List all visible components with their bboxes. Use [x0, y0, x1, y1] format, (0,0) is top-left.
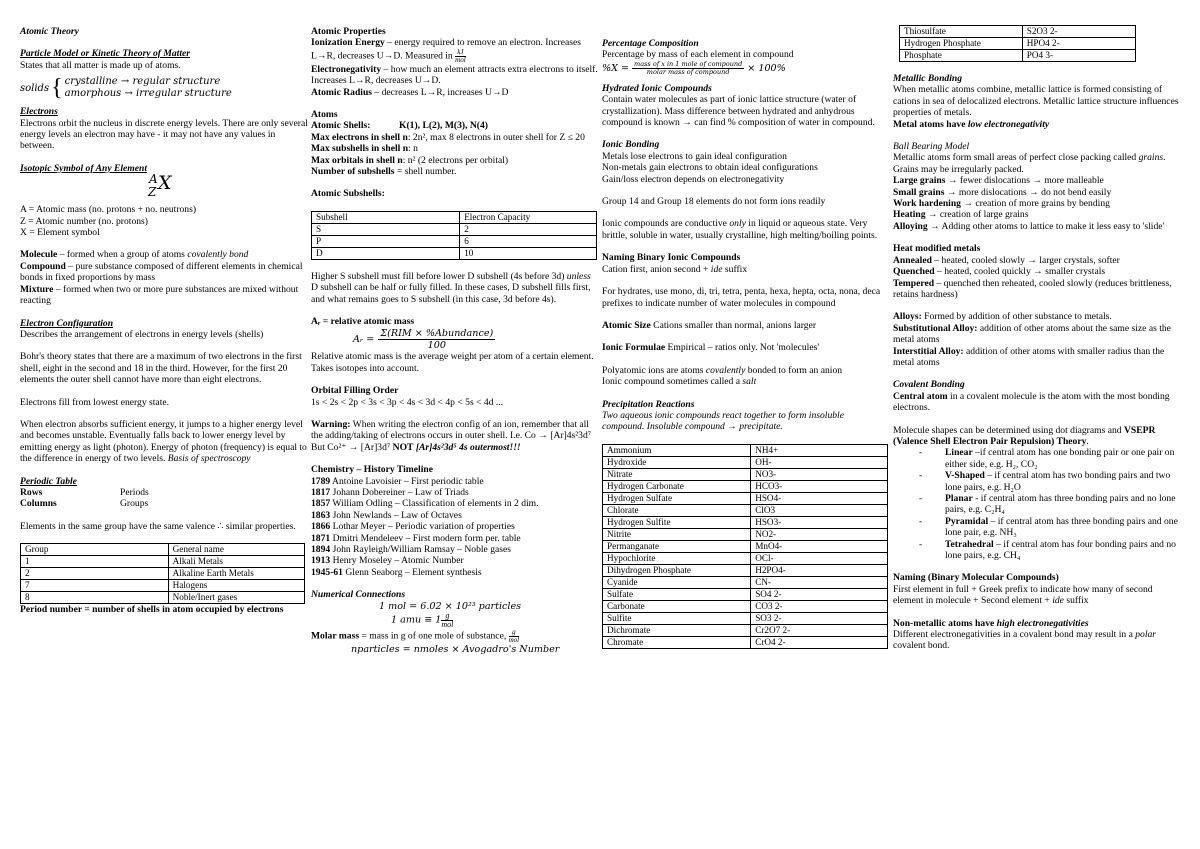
work-hardening: Work hardening → creation of more grains by bending — [893, 198, 1110, 210]
molecule-def: Molecule – formed when a group of atoms covalently bond — [20, 249, 249, 261]
warning-but: But Co²⁺ → [Ar]3d⁷ NOT [Ar]4s²3d⁵ 4s outermost!!! — [311, 441, 521, 453]
timeline-item: 1817 Johann Dobereiner – Law of Triads — [311, 486, 469, 498]
table-cell: H2PO4- — [751, 564, 888, 576]
conductive-text: Ionic compounds are conductive only in liquid or aqueous state. Very brittle, soluble in water, usually crystalline, high melting/boiling points. — [602, 218, 878, 241]
table-cell: Hydrogen Phosphate — [900, 38, 1023, 50]
subshell-table — [311, 211, 597, 260]
table-cell: Hydrogen Sulfate — [603, 492, 751, 504]
table-cell: 7 — [21, 580, 169, 592]
metallic-low-eneg: Metal atoms have low electronegativity — [893, 118, 1050, 130]
period-number-text: Period number = number of shells in atom occupied by electrons — [20, 604, 284, 616]
table-cell: SO4 2- — [751, 588, 888, 600]
table-cell: Dihydrogen Phosphate — [603, 564, 751, 576]
relative-atomic-mass-text: Relative atomic mass is the average weight per atom of a certain element. Takes isotopes into account. — [311, 351, 594, 374]
table-cell: Halogens — [168, 580, 304, 592]
group-table — [20, 543, 305, 604]
table-cell: Carbonate — [603, 600, 751, 612]
table-row — [603, 456, 888, 468]
table-cell: Noble/Inert gases — [168, 592, 304, 604]
list-item: - Planar - if central atom has three bonding pairs and no lone pairs, e.g. C₂H₄ — [893, 493, 1181, 516]
naming-ionic-text: Cation first, anion second + ide suffix — [602, 263, 748, 275]
table-cell: SO3 2- — [751, 612, 888, 624]
table-cell: Phosphate — [900, 50, 1023, 62]
table-row — [21, 568, 305, 580]
table-cell: MnO4- — [751, 540, 888, 552]
table-cell: Sulfite — [603, 612, 751, 624]
absorb-text: When electron absorbs sufficient energy, it jumps to a higher energy level and becomes unstable. Eventually falls back to lower energy level by emitting energy as light (photon). Energy of photon (frequency) is equal to the difference in energy of two levels. Basis of spectroscopy — [20, 418, 307, 465]
table-cell: Hydrogen Carbonate — [603, 480, 751, 492]
ionization-energy: Ionization Energy – energy required to remove an electron. Increases L→R, decreases U→D. Measured in kJ mol — [311, 37, 581, 64]
table-row — [900, 50, 1136, 62]
table-cell: NO3- — [751, 468, 888, 480]
bohr-text: Bohr's theory states that there are a maximum of two electrons in the first shell, eight in the second and 18 in the third. However, for the first 20 elements the outer shell cannot have more than eight electrons. — [20, 351, 302, 386]
table-row — [312, 235, 597, 247]
ionic-line-1: Metals lose electrons to gain ideal configuration — [602, 150, 787, 162]
table-row — [603, 480, 888, 492]
heading-percentage-composition: Percentage Composition — [602, 38, 699, 49]
alloys: Alloys: Formed by addition of other substance to metals. — [893, 311, 1112, 323]
molar-mass: Molar mass = mass in g of one mole of substance, g mol — [311, 628, 520, 645]
electrons-text: Electrons orbit the nucleus in discrete energy levels. There are only several energy levels an electron may have - it may not have any values in between. — [20, 117, 308, 152]
percentage-formula: %X = mass of x in 1 mole of compound molar mass of compound × 100% — [602, 59, 786, 77]
timeline-item: 1789 Antoine Lavoisier – First periodic table — [311, 475, 484, 487]
heading-electron-config: Electron Configuration — [20, 317, 114, 329]
table-row — [603, 504, 888, 516]
naming-molecular-text: First element in full + Greek prefix to indicate how many of second element in molecule + Second element + ide suffix — [893, 583, 1153, 607]
avogadro-equation: nparticles = nmoles × Avogadro's Number — [351, 644, 560, 656]
orbital-order-text: 1s < 2s < 2p < 3s < 3p < 4s < 3d < 4p < 5s < 4d ... — [311, 396, 504, 408]
heading-ionic-bonding: Ionic Bonding — [602, 139, 660, 151]
hydrated-text: Contain water molecules as part of ionic lattice structure (water of crystallization). Mass difference between hydrated and anhydrous compound is known → can find % composition of water in compound. — [602, 94, 875, 129]
small-grains: Small grains → more dislocations → do not bend easily — [893, 186, 1112, 198]
atomic-shells: Atomic Shells: K(1), L(2), M(3), N(4) — [311, 120, 488, 132]
def-atomic-mass: A = Atomic mass (no. protons + no. neutrons) — [20, 204, 197, 216]
column-2 — [311, 26, 600, 655]
table-cell: Nitrite — [603, 528, 751, 540]
table-row — [21, 580, 305, 592]
table-row — [603, 528, 888, 540]
timeline-item: 1913 Henry Moseley – Atomic Number — [311, 555, 464, 567]
table-cell: CrO4 2- — [751, 636, 888, 648]
salt-text: Ionic compound sometimes called a salt — [602, 376, 757, 388]
heading-electrons: Electrons — [20, 106, 58, 118]
table-row — [603, 576, 888, 588]
fill-text: Electrons fill from lowest energy state. — [20, 396, 170, 408]
config-text: Describes the arrangement of electrons in energy levels (shells) — [20, 328, 264, 340]
table-cell: Alkaline Earth Metals — [168, 568, 304, 580]
section-title-atomic-theory: Atomic Theory — [20, 26, 79, 37]
table-cell: Hydrogen Sulfite — [603, 516, 751, 528]
list-item: - Tetrahedral – if central atom has four bonding pairs and no lone pairs, e.g. CH₄ — [893, 539, 1181, 562]
table-row — [603, 624, 888, 636]
atomic-radius: Atomic Radius – decreases L→R, increases U→D — [311, 86, 509, 98]
heading-heat-modified: Heat modified metals — [893, 243, 981, 255]
heading-history-timeline: Chemistry – History Timeline — [311, 464, 433, 476]
timeline-list — [311, 476, 600, 579]
timeline-item: 1871 Dmitri Mendeleev – First modern form per. table — [311, 532, 521, 544]
table-cell: Permanganate — [603, 540, 751, 552]
table-cell: 2 — [21, 568, 169, 580]
table-cell: HPO4 2- — [1022, 38, 1135, 50]
column-1 — [20, 26, 308, 616]
table-row — [312, 247, 597, 259]
heading-precipitation: Precipitation Reactions — [602, 398, 695, 410]
percentage-text: Percentage by mass of each element in compound — [602, 49, 794, 61]
heading-atoms: Atoms — [311, 109, 338, 121]
table-cell: S2O3 2- — [1022, 26, 1135, 38]
non-metallic-heading: Non-metallic atoms have high electronegativities — [893, 617, 1089, 629]
substitutional-alloy: Substitutional Alloy: addition of other atoms about the same size as the metal atoms — [893, 322, 1171, 346]
table-row — [603, 516, 888, 528]
polyatomic-text: Polyatomic ions are atoms covalently bonded to form an anion — [602, 364, 843, 376]
timeline-item: 1866 Lothar Meyer – Periodic variation of properties — [311, 521, 515, 533]
table-row — [603, 564, 888, 576]
table-row — [900, 26, 1136, 38]
electronegativity: Electronegativity – how much an element attracts extra electrons to itself. Increases L→R, decreases U→D. — [311, 63, 598, 87]
particle-model-text: States that all matter is made up of atoms. — [20, 59, 181, 71]
table-cell: NO2- — [751, 528, 888, 540]
warning-text: Warning: When writing the electron config of an ion, remember that all the adding/taking of electrons occurs in outer shell. I.e. Co → [Ar]4s²3d⁷ — [311, 418, 592, 442]
heading-metallic-bonding: Metallic Bonding — [893, 73, 963, 84]
timeline-item: 1894 John Rayleigh/William Ramsay – Noble gases — [311, 544, 511, 555]
table-row — [312, 223, 597, 235]
table-cell: Ammonium — [603, 444, 751, 456]
table-row — [603, 492, 888, 504]
table-cell: HSO3- — [751, 516, 888, 528]
heading-naming-molecular: Naming (Binary Molecular Compounds) — [893, 572, 1059, 584]
polyatomic-ion-table — [602, 444, 888, 649]
table-cell: Chlorate — [603, 504, 751, 516]
table-cell: Chromate — [603, 636, 751, 648]
table-row — [603, 468, 888, 480]
table-cell: CO3 2- — [751, 600, 888, 612]
heading-orbital-order: Orbital Filling Order — [311, 385, 399, 397]
timeline-item: 1945-61 Glenn Seaborg – Element synthesis — [311, 566, 482, 578]
table-cell: 8 — [21, 592, 169, 604]
molecule-shapes-list — [893, 447, 1181, 561]
table-cell: OH- — [751, 456, 888, 468]
table-cell: Dichromate — [603, 624, 751, 636]
table-cell: NH4+ — [751, 444, 888, 456]
table-cell: Nitrate — [603, 468, 751, 480]
table-cell: General name — [168, 544, 304, 556]
amu-equation: 1 amu ≡ 1 g mol — [391, 611, 454, 630]
column-3 — [602, 38, 888, 649]
alloying: Alloying → Adding other atoms to lattice to make it less easy to 'slide' — [893, 220, 1165, 232]
def-element-symbol: X = Element symbol — [20, 227, 100, 239]
polyatomic-ion-table-2 — [899, 25, 1136, 62]
mixture-def: Mixture – formed when two or more pure substances are mixed without reacting — [20, 283, 299, 307]
solids-crystalline: crystalline → regular structure — [64, 76, 221, 88]
list-item: - Pyramidal – if central atom has three bonding pairs and one lone pair, e.g. NH₃ — [893, 516, 1181, 539]
table-cell: 6 — [460, 235, 597, 247]
table-cell: HSO4- — [751, 492, 888, 504]
heading-numerical-connections: Numerical Connections — [311, 589, 406, 601]
table-row — [603, 636, 888, 648]
vsepr-text: Molecule shapes can be determined using dot diagrams and VSEPR (Valence Shell Electron Pair Repulsion) Theory. — [893, 424, 1156, 447]
table-cell: Alkali Metals — [168, 556, 304, 568]
compound-def: Compound – pure substance composed of different elements in chemical bonds in fixed proportions by mass — [20, 260, 303, 284]
ar-formula: Aᵣ = Σ(RIM × %Abundance) 100 — [353, 327, 494, 351]
table-row — [603, 600, 888, 612]
ionic-formulae-text: Ionic Formulae Empirical – ratios only. Not 'molecules' — [602, 342, 820, 354]
table-cell: Cr2O7 2- — [751, 624, 888, 636]
heating: Heating → creation of large grains — [893, 209, 1029, 221]
higher-s-text: Higher S subshell must fill before lower D subshell (4s before 3d) unless D subshell can be half or fully filled. In these cases, D subshell fills first, and what remains goes to S subshell (in this case, 3d before 4s). — [311, 270, 591, 305]
table-row — [21, 556, 305, 568]
non-metallic-text: Different electronegativities in a covalent bond may result in a polar covalent bond. — [893, 629, 1157, 652]
table-cell: 2 — [460, 223, 597, 235]
table-cell: Thiosulfate — [900, 26, 1023, 38]
table-cell: HCO3- — [751, 480, 888, 492]
table-cell: S — [312, 223, 460, 235]
table-cell: CN- — [751, 576, 888, 588]
heading-ball-bearing: Ball Bearing Model — [893, 141, 970, 153]
relative-atomic-mass-heading: Aᵣ = relative atomic mass — [311, 316, 415, 328]
table-cell: Hydroxide — [603, 456, 751, 468]
max-electrons: Max electrons in shell n: 2n², max 8 electrons in outer shell for Z ≤ 20 — [311, 131, 585, 143]
table-cell: Group — [21, 544, 169, 556]
table-row — [603, 540, 888, 552]
timeline-item: 1857 William Odling – Classification of elements in 2 dim. — [311, 498, 539, 510]
table-cell: Sulfate — [603, 588, 751, 600]
rows-periods: Rows Periods — [20, 486, 149, 498]
table-cell: Hypochlorite — [603, 552, 751, 564]
table-cell: ClO3 — [751, 504, 888, 516]
heading-naming-ionic: Naming Binary Ionic Compounds — [602, 252, 741, 264]
large-grains: Large grains → fewer dislocations → more malleable — [893, 175, 1104, 187]
heading-atomic-subshells: Atomic Subshells: — [311, 188, 385, 200]
table-cell: PO4 3- — [1022, 50, 1135, 62]
group-14-text: Group 14 and Group 18 elements do not form ions readily — [602, 196, 826, 208]
heading-particle-model: Particle Model or Kinetic Theory of Matter — [20, 48, 191, 60]
def-atomic-number: Z = Atomic number (no. protons) — [20, 215, 148, 227]
atomic-size-text: Atomic Size Cations smaller than normal, anions larger — [602, 319, 817, 331]
timeline-item: 1863 John Newlands – Law of Octaves — [311, 509, 462, 521]
heading-atomic-properties: Atomic Properties — [311, 26, 386, 37]
ionic-line-2: Non-metals gain electrons to obtain ideal configurations — [602, 162, 818, 174]
quenched: Quenched – heated, cooled quickly → smaller crystals — [893, 266, 1106, 278]
table-cell: Cyanide — [603, 576, 751, 588]
valence-text: Elements in the same group have the same valence ∴ similar properties. — [20, 520, 296, 532]
max-orbitals: Max orbitals in shell n: n² (2 electrons per orbital) — [311, 154, 509, 166]
table-cell: D — [312, 247, 460, 259]
solids-amorphous: amorphous → irregular structure — [64, 88, 232, 100]
table-row — [900, 38, 1136, 50]
columns-groups: Columns Groups — [20, 498, 149, 510]
table-row — [312, 211, 597, 223]
table-cell: OCl- — [751, 552, 888, 564]
column-4 — [893, 25, 1181, 652]
table-row — [603, 444, 888, 456]
table-cell: P — [312, 235, 460, 247]
central-atom-text: Central atom in a covalent molecule is the atom with the most bonding electrons. — [893, 390, 1170, 414]
list-item: - V-Shaped – if central atom has two bonding pairs and two lone pairs, e.g. H₂O — [893, 470, 1181, 493]
heading-hydrated: Hydrated Ionic Compounds — [602, 82, 712, 94]
annealed: Annealed – heated, cooled slowly → larger crystals, softer — [893, 254, 1120, 266]
ionic-line-3: Gain/loss electron depends on electronegativity — [602, 173, 785, 185]
table-cell: 10 — [460, 247, 597, 259]
number-subshells: Number of subshells = shell number. — [311, 166, 457, 178]
ball-bearing-text: Metallic atoms form small areas of perfect close packing called grains. Grains may be irregularly packed. — [893, 152, 1166, 175]
heading-isotopic-symbol: Isotopic Symbol of Any Element — [20, 162, 148, 174]
precipitation-text: Two aqueous ionic compounds react together to form insoluble compound. Insoluble compound → precipitate. — [602, 409, 844, 433]
heading-covalent-bonding: Covalent Bonding — [893, 379, 965, 391]
table-row — [21, 544, 305, 556]
isotopic-symbol: A Z X — [148, 172, 172, 200]
table-row — [21, 592, 305, 604]
hydrates-text: For hydrates, use mono, di, tri, tetra, penta, hexa, hepta, octa, nona, deca prefixes to indicate number of water molecules in compound — [602, 286, 881, 309]
table-row — [603, 612, 888, 624]
table-cell: Electron Capacity — [460, 211, 597, 223]
table-cell: Subshell — [312, 211, 460, 223]
metallic-text: When metallic atoms combine, metallic lattice is formed consisting of cations in sea of delocalized electrons. Metallic lattice structure influences properties of metals. — [893, 84, 1179, 119]
tempered: Tempered – quenched then reheated, cooled slowly (reduces brittleness, retains hardness) — [893, 277, 1172, 300]
table-row — [603, 588, 888, 600]
mole-equation: 1 mol = 6.02 × 10²³ particles — [379, 600, 522, 612]
heading-periodic-table: Periodic Table — [20, 475, 77, 487]
table-cell: 1 — [21, 556, 169, 568]
list-item: - Linear –if central atom has one bonding pair or one pair on either side, e.g. H₂, CO₂ — [893, 447, 1181, 470]
table-row — [603, 552, 888, 564]
interstitial-alloy: Interstitial Alloy: addition of other atoms with smaller radius than the metal atoms — [893, 345, 1165, 368]
solids-brace: solids { crystalline → regular structure amorphous → irregular structure — [20, 75, 232, 102]
max-subshells: Max subshells in shell n: n — [311, 143, 418, 155]
